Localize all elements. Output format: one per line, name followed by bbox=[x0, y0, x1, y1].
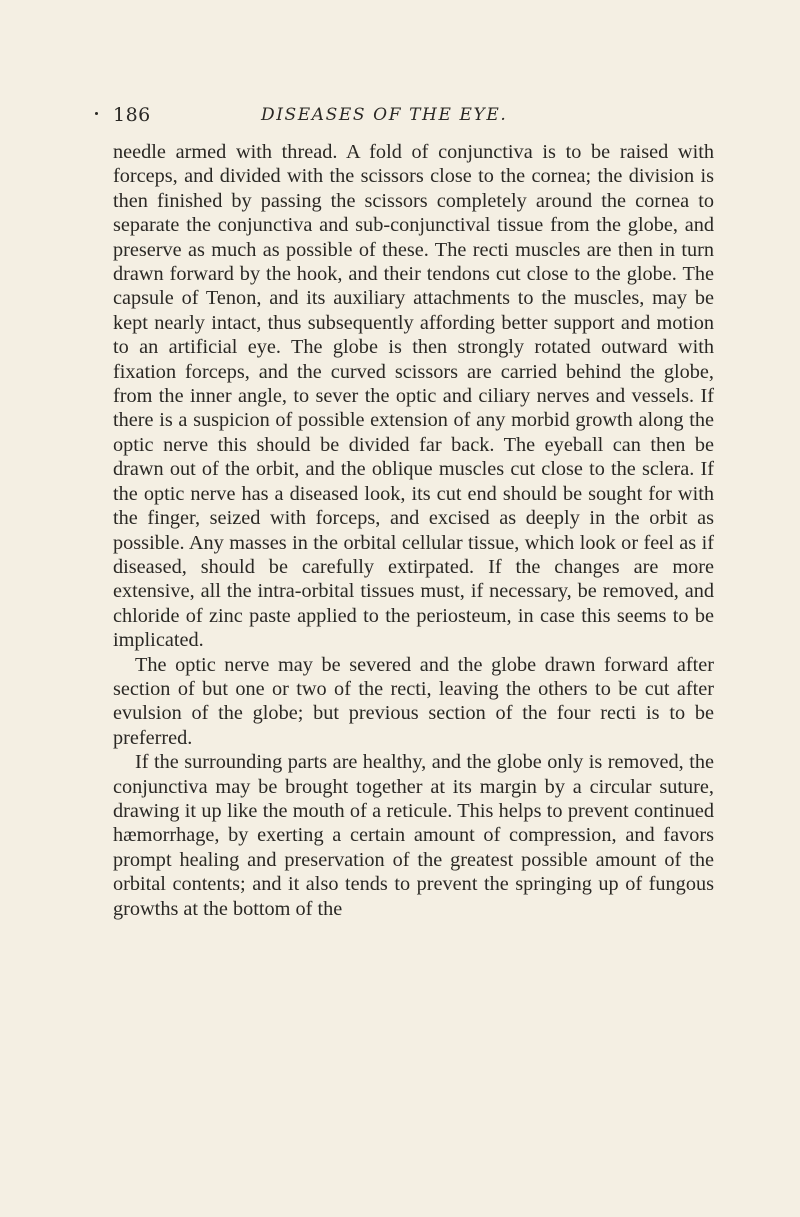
paragraph-continued: needle armed with thread. A fold of conjunctiva is to be raised with forceps, and divided with the scissors close to the cornea; the division is then finished by passing the scissors completely around the cornea to separate the conjunctiva and sub-conjunctival tissue from the globe, and preserve as much as possible of these. The recti muscles are then in turn drawn forward by the hook, and their tendons cut close to the globe. The capsule of Tenon, and its auxiliary attachments to the muscles, may be kept nearly intact, thus subsequently affording better support and motion to an artificial eye. The globe is then strongly rotated outward with fixation forceps, and the curved scissors are carried behind the globe, from the inner angle, to sever the optic and ciliary nerves and vessels. If there is a suspicion of possible extension of any morbid growth along the optic nerve this should be divided far back. The eyeball can then be drawn out of the orbit, and the oblique muscles cut close to the sclera. If the optic nerve has a diseased look, its cut end should be sought for with the finger, seized with forceps, and excised as deeply in the orbit as possible. Any masses in the orbital cellular tissue, which look or feel as if diseased, should be carefully extirpated. If the changes are more extensive, all the intra-orbital tissues must, if necessary, be removed, and chloride of zinc paste applied to the periosteum, in case this seems to be implicated. bbox=[113, 141, 714, 652]
body-text bbox=[113, 140, 714, 921]
paragraph-surrounding-parts: If the surrounding parts are healthy, and the globe only is removed, the conjunctiva may be brought together at its margin by a circular suture, drawing it up like the mouth of a reticule. This helps to prevent continued hæmorrhage, by exerting a certain amount of compression, and favors prompt healing and preservation of the greatest possible amount of the orbital contents; and it also tends to prevent the springing up of fungous growths at the bottom of the bbox=[113, 751, 714, 920]
paragraph-optic-nerve: The optic nerve may be severed and the globe drawn forward after section of but one or two of the recti, leaving the others to be cut after evulsion of the globe; but previous section of the four recti is to be preferred. bbox=[113, 653, 714, 749]
margin-mark bbox=[95, 112, 98, 115]
running-title: DISEASES OF THE EYE. bbox=[261, 105, 508, 125]
page-header bbox=[113, 104, 713, 132]
page-number: 186 bbox=[113, 104, 151, 126]
